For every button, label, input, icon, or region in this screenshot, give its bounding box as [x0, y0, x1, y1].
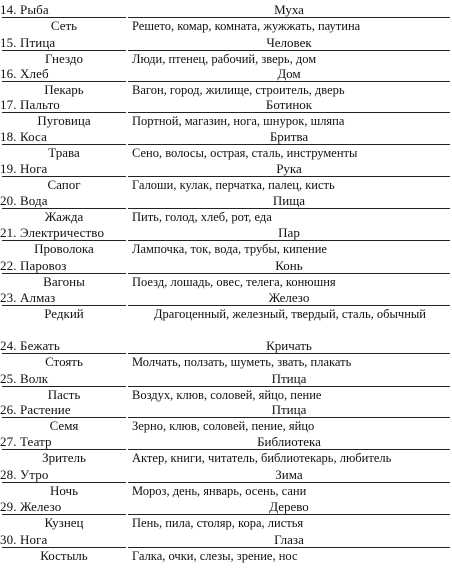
left-pair [0, 338, 128, 371]
choice-list: Портной, магазин, нога, шнурок, шляпа [132, 114, 345, 128]
item-number: 24. [0, 338, 17, 353]
choice-list: Лампочка, ток, вода, трубы, кипение [132, 242, 327, 256]
prompt-line [0, 161, 128, 176]
item-row [0, 434, 452, 467]
left-pair [0, 161, 128, 193]
answer-word: Пасть [47, 387, 81, 402]
divider-line [128, 386, 450, 387]
target-word: Пища [272, 193, 306, 208]
left-pair [0, 499, 128, 532]
item-number: 21. [0, 225, 17, 240]
choice-list: Галоши, кулак, перчатка, палец, кисть [132, 178, 335, 192]
item-row [0, 161, 452, 193]
left-pair [0, 66, 128, 97]
prompt-word: Железо [20, 499, 62, 514]
prompt-line [0, 532, 128, 547]
item-row [0, 97, 452, 129]
prompt-word: Вода [20, 193, 48, 208]
prompt-word: Нога [20, 532, 48, 547]
choice-list: Сено, волосы, острая, сталь, инструменты [132, 146, 358, 160]
divider-line [128, 482, 450, 483]
left-pair [0, 371, 128, 402]
item-number: 14. [0, 2, 17, 17]
divider-line [128, 449, 450, 450]
answer-word: Вагоны [43, 274, 85, 289]
item-number: 30. [0, 532, 17, 547]
item-number: 19. [0, 161, 17, 176]
left-pair [0, 225, 128, 258]
right-pair [128, 402, 450, 434]
answer-word: Кузнец [44, 515, 84, 530]
right-pair [128, 225, 450, 258]
item-number: 26. [0, 402, 17, 417]
choice-list: Поезд, лошадь, овес, телега, конюшня [132, 275, 336, 289]
item-row [0, 290, 452, 338]
target-word: Дом [277, 66, 301, 81]
item-row [0, 225, 452, 258]
target-word: Муха [274, 2, 304, 17]
item-row [0, 499, 452, 532]
answer-word: Костыль [40, 548, 88, 563]
choice-list: Галка, очки, слезы, зрение, нос [132, 549, 298, 563]
choice-list: Молчать, ползать, шуметь, звать, плакать [132, 355, 352, 369]
target-word: Ботинок [265, 97, 313, 112]
item-row [0, 193, 452, 225]
answer-word: Пуговица [37, 113, 91, 128]
choice-list: Люди, птенец, рабочий, зверь, дом [132, 52, 317, 66]
divider-line [128, 208, 450, 209]
right-pair [128, 499, 450, 532]
item-number: 27. [0, 434, 17, 449]
choice-list: Решето, комар, комната, жужжать, паутина [132, 19, 361, 33]
prompt-word: Коса [20, 129, 47, 144]
prompt-word: Театр [20, 434, 52, 449]
answer-word: Редкий [44, 306, 84, 321]
prompt-word: Хлеб [20, 66, 49, 81]
prompt-word: Рыба [20, 2, 49, 17]
choice-list: Зерно, клюв, соловей, пение, яйцо [132, 419, 315, 433]
left-pair [0, 97, 128, 129]
right-pair [128, 129, 450, 161]
prompt-line [0, 66, 128, 81]
item-row [0, 402, 452, 434]
prompt-line [0, 371, 128, 386]
right-pair [128, 2, 450, 35]
choice-list: Драгоценный, железный, твердый, сталь, обычный [154, 307, 426, 321]
prompt-line [0, 225, 128, 240]
left-pair [0, 35, 128, 66]
right-pair [128, 66, 450, 97]
right-pair [128, 434, 450, 467]
answer-word: Семя [49, 418, 79, 433]
right-pair [128, 97, 450, 129]
left-pair [0, 467, 128, 499]
prompt-line [0, 258, 128, 273]
item-row [0, 66, 452, 97]
item-number: 22. [0, 258, 17, 273]
answer-word: Гнездо [45, 51, 83, 66]
item-row [0, 129, 452, 161]
prompt-word: Пальто [20, 97, 60, 112]
right-pair [128, 532, 450, 570]
left-pair [0, 193, 128, 225]
answer-word: Стоять [45, 354, 83, 369]
left-pair [0, 129, 128, 161]
item-number: 23. [0, 290, 17, 305]
answer-word: Ночь [49, 483, 79, 498]
prompt-word: Паровоз [20, 258, 67, 273]
right-pair [128, 193, 450, 225]
target-word: Птица [271, 371, 307, 386]
prompt-word: Растение [20, 402, 71, 417]
target-word: Кричать [266, 338, 312, 353]
answer-word: Сапог [47, 177, 81, 192]
prompt-word: Нога [20, 161, 48, 176]
target-word: Глаза [274, 532, 304, 547]
prompt-word: Электричество [20, 225, 105, 240]
prompt-word: Утро [20, 467, 49, 482]
divider-line [128, 547, 450, 548]
prompt-line [0, 434, 128, 449]
target-word: Конь [275, 258, 303, 273]
choice-list: Вагон, город, жилище, строитель, дверь [132, 83, 345, 97]
choice-list: Пень, пила, столяр, кора, листья [132, 516, 304, 530]
answer-word: Сеть [50, 18, 78, 33]
prompt-word: Птица [20, 35, 56, 50]
choice-list: Воздух, клюв, соловей, яйцо, пение [132, 388, 322, 402]
target-word: Библиотека [257, 434, 321, 449]
target-word: Пар [278, 225, 300, 240]
target-word: Железо [268, 290, 310, 305]
divider-line [128, 240, 450, 241]
answer-word: Проволока [34, 241, 94, 256]
prompt-line [0, 499, 128, 514]
prompt-line [0, 402, 128, 417]
item-row [0, 371, 452, 402]
item-number: 28. [0, 467, 17, 482]
right-pair [128, 338, 450, 371]
prompt-word: Алмаз [20, 290, 56, 305]
prompt-word: Волк [20, 371, 49, 386]
prompt-line [0, 467, 128, 482]
item-number: 17. [0, 97, 17, 112]
prompt-line [0, 338, 128, 353]
item-number: 18. [0, 129, 17, 144]
left-pair [0, 532, 128, 570]
left-pair [0, 434, 128, 467]
item-row [0, 2, 452, 35]
divider-line [128, 417, 450, 418]
left-pair [0, 402, 128, 434]
choice-list: Мороз, день, январь, осень, сани [132, 484, 307, 498]
divider-line [128, 17, 450, 18]
right-pair [128, 258, 450, 290]
prompt-word: Бежать [20, 338, 60, 353]
item-row [0, 258, 452, 290]
left-pair [0, 2, 128, 35]
divider-line [128, 144, 450, 145]
item-row [0, 532, 452, 570]
divider-line [128, 514, 450, 515]
item-number: 29. [0, 499, 17, 514]
choice-list: Актер, книги, читатель, библиотекарь, любитель [132, 451, 392, 465]
prompt-line [0, 193, 128, 208]
target-word: Рука [276, 161, 302, 176]
choice-list: Пить, голод, хлеб, рот, еда [132, 210, 272, 224]
item-row [0, 35, 452, 66]
item-row [0, 338, 452, 371]
divider-line [128, 353, 450, 354]
target-word: Дерево [269, 499, 309, 514]
divider-line [128, 50, 450, 51]
left-pair [0, 290, 128, 338]
divider-line [128, 273, 450, 274]
target-word: Зима [275, 467, 303, 482]
item-row [0, 467, 452, 499]
answer-word: Зритель [42, 450, 86, 465]
prompt-line [0, 97, 128, 112]
left-pair [0, 258, 128, 290]
answer-word: Трава [48, 145, 80, 160]
divider-line [128, 176, 450, 177]
right-pair [128, 161, 450, 193]
right-pair [128, 371, 450, 402]
right-pair [128, 290, 450, 338]
divider-line [128, 305, 450, 306]
right-pair [128, 467, 450, 499]
prompt-line [0, 129, 128, 144]
target-word: Человек [266, 35, 312, 50]
item-number: 15. [0, 35, 17, 50]
item-number: 20. [0, 193, 17, 208]
divider-line [128, 81, 450, 82]
prompt-line [0, 2, 128, 17]
item-number: 16. [0, 66, 17, 81]
target-word: Бритва [269, 129, 309, 144]
answer-word: Жажда [44, 209, 84, 224]
divider-line [128, 112, 450, 113]
right-pair [128, 35, 450, 66]
item-number: 25. [0, 371, 17, 386]
answer-word: Пекарь [44, 82, 84, 97]
prompt-line [0, 290, 128, 305]
target-word: Птица [271, 402, 307, 417]
prompt-line [0, 35, 128, 50]
